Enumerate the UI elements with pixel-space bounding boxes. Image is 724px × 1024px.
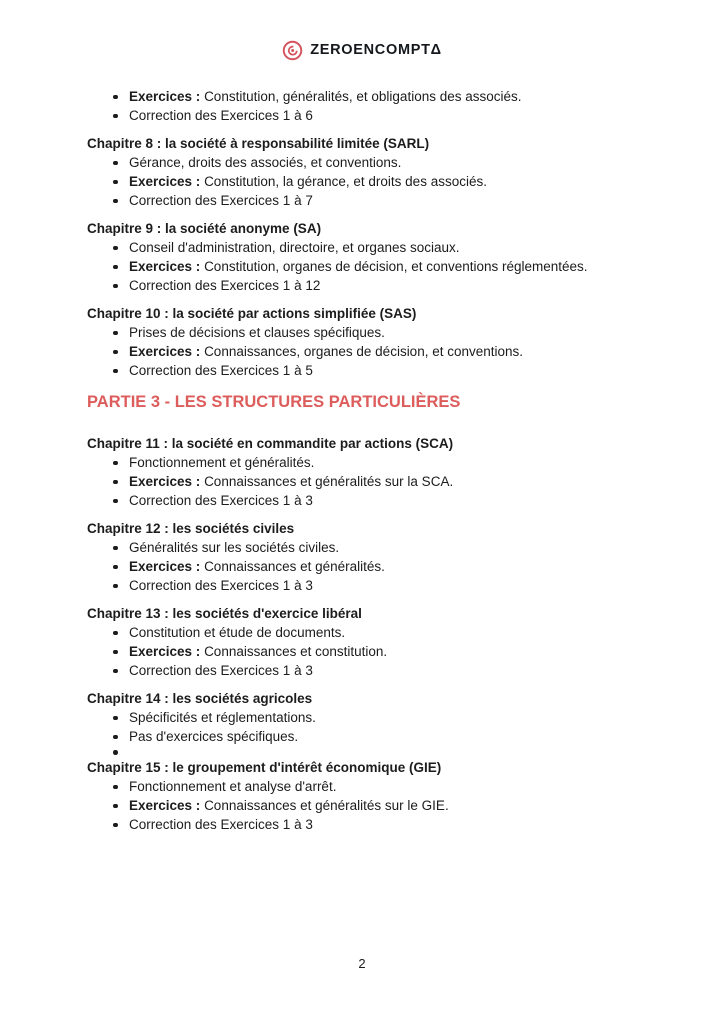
- bullet-item-bold-label: Exercices :: [129, 798, 205, 813]
- spiral-circle-icon: [282, 40, 303, 61]
- page-footer: [0, 956, 724, 971]
- chapter-bullet-list: [87, 708, 639, 758]
- bullet-item: Exercices : Connaissances et généralités.: [87, 557, 639, 576]
- chapter-bullet-list: [87, 777, 639, 834]
- chapter-bullet-list: [87, 153, 639, 210]
- chapter-bullet-list: [87, 238, 639, 295]
- bullet-section: [87, 87, 639, 125]
- bullet-item: [87, 746, 639, 758]
- bullet-item: Correction des Exercices 1 à 5: [87, 361, 639, 380]
- chapter-section: [87, 519, 639, 595]
- bullet-item: Exercices : Connaissances et généralités sur la SCA.: [87, 472, 639, 491]
- bullet-item-bold-label: Exercices :: [129, 344, 205, 359]
- bullet-item-bold-label: Exercices :: [129, 644, 205, 659]
- chapter-title: Chapitre 11 : la société en commandite par actions (SCA): [87, 436, 454, 451]
- bullet-item: Exercices : Connaissances et généralités sur le GIE.: [87, 796, 639, 815]
- chapter-section: [87, 134, 639, 210]
- bullet-item: Prises de décisions et clauses spécifiques.: [87, 323, 639, 342]
- chapter-title: Chapitre 8 : la société à responsabilité limitée (SARL): [87, 136, 430, 151]
- part-heading: PARTIE 3 - LES STRUCTURES PARTICULIÈRES: [87, 393, 461, 411]
- bullet-item-bold-label: Exercices :: [129, 474, 205, 489]
- chapter-section: [87, 219, 639, 295]
- bullet-item: Fonctionnement et généralités.: [87, 453, 639, 472]
- bullet-item-bold-label: Exercices :: [129, 89, 205, 104]
- bullet-item: Correction des Exercices 1 à 3: [87, 815, 639, 834]
- bullet-item: Correction des Exercices 1 à 3: [87, 491, 639, 510]
- bullet-item: Constitution et étude de documents.: [87, 623, 639, 642]
- chapter-bullet-list: [87, 623, 639, 680]
- chapter-title: Chapitre 15 : le groupement d'intérêt économique (GIE): [87, 760, 442, 775]
- chapter-bullet-list: [87, 453, 639, 510]
- bullet-item: Exercices : Connaissances et constitution.: [87, 642, 639, 661]
- chapter-section: [87, 304, 639, 380]
- bullet-item: Exercices : Connaissances, organes de décision, et conventions.: [87, 342, 639, 361]
- chapter-section: [87, 434, 639, 510]
- bullet-item: Conseil d'administration, directoire, et organes sociaux.: [87, 238, 639, 257]
- bullet-item-bold-label: Exercices :: [129, 559, 205, 574]
- bullet-item-bold-label: Exercices :: [129, 174, 205, 189]
- chapter-section: [87, 758, 639, 834]
- bullet-item: Spécificités et réglementations.: [87, 708, 639, 727]
- bullet-item: Exercices : Constitution, généralités, et obligations des associés.: [87, 87, 639, 106]
- chapter-bullet-list: [87, 538, 639, 595]
- bullet-item-bold-label: Exercices :: [129, 259, 205, 274]
- chapter-section: [87, 604, 639, 680]
- bullet-item: Gérance, droits des associés, et conventions.: [87, 153, 639, 172]
- chapter-title: Chapitre 9 : la société anonyme (SA): [87, 221, 322, 236]
- bullet-item: Pas d'exercices spécifiques.: [87, 727, 639, 746]
- chapter-bullet-list: [87, 87, 639, 125]
- bullet-item: Correction des Exercices 1 à 6: [87, 106, 639, 125]
- brand-wordmark: ZEROENCOMPTΔ: [310, 42, 442, 58]
- chapter-title: Chapitre 10 : la société par actions simplifiée (SAS): [87, 306, 417, 321]
- chapter-bullet-list: [87, 323, 639, 380]
- header: [0, 38, 724, 62]
- document-content: [87, 87, 639, 843]
- chapter-section: [87, 689, 639, 758]
- chapter-title: Chapitre 13 : les sociétés d'exercice libéral: [87, 606, 362, 621]
- bullet-item: Exercices : Constitution, organes de décision, et conventions réglementées.: [87, 257, 639, 276]
- bullet-item: Correction des Exercices 1 à 3: [87, 576, 639, 595]
- chapter-title: Chapitre 14 : les sociétés agricoles: [87, 691, 313, 706]
- bullet-item: Correction des Exercices 1 à 7: [87, 191, 639, 210]
- page-number: 2: [358, 956, 366, 971]
- bullet-item: Exercices : Constitution, la gérance, et droits des associés.: [87, 172, 639, 191]
- bullet-item: Correction des Exercices 1 à 12: [87, 276, 639, 295]
- chapter-title: Chapitre 12 : les sociétés civiles: [87, 521, 295, 536]
- bullet-item: Fonctionnement et analyse d'arrêt.: [87, 777, 639, 796]
- bullet-item: Correction des Exercices 1 à 3: [87, 661, 639, 680]
- bullet-item: Généralités sur les sociétés civiles.: [87, 538, 639, 557]
